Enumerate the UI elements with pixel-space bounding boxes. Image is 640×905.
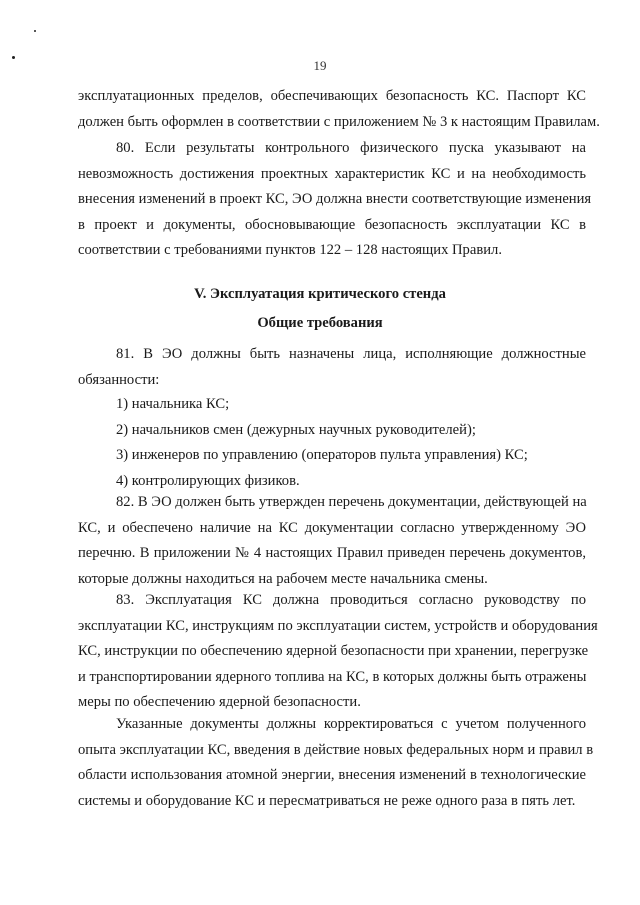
text-line: 81. В ЭО должны быть назначены лица, исполняющие должностные xyxy=(116,346,586,362)
text-line: Указанные документы должны корректироваться с учетом полученного xyxy=(116,716,586,732)
text-line: КС, и обеспечено наличие на КС документации согласно утвержденному ЭО xyxy=(78,519,586,536)
text-line: 82. В ЭО должен быть утвержден перечень документации, действующей на xyxy=(116,494,587,510)
text-line: 83. Эксплуатация КС должна проводиться согласно руководству по xyxy=(116,592,586,608)
paragraph-81 xyxy=(78,342,586,393)
text-line: которые должны находиться на рабочем месте начальника смены. xyxy=(78,570,488,587)
text-line: опыта эксплуатации КС, введения в действие новых федеральных норм и правил в xyxy=(78,741,594,758)
paragraph-82 xyxy=(78,490,586,592)
list-item: 1) начальника КС; xyxy=(116,396,230,412)
paragraph-continuation xyxy=(78,84,600,135)
text-line: должен быть оформлен в соответствии с приложением № 3 к настоящим Правилам. xyxy=(78,113,600,130)
text-line: обязанности: xyxy=(78,371,160,388)
list-item: 3) инженеров по управлению (операторов пульта управления) КС; xyxy=(116,447,528,464)
text-line: эксплуатации КС, инструкциям по эксплуатации систем, устройств и оборудования xyxy=(78,617,598,634)
duties-list xyxy=(78,392,586,494)
text-line: невозможность достижения проектных характеристик КС и на необходимость xyxy=(78,165,586,182)
scan-speck xyxy=(34,30,36,32)
paragraph-80 xyxy=(78,136,592,264)
list-item: 2) начальников смен (дежурных научных руководителей); xyxy=(116,421,476,438)
text-line: в проект и документы, обосновывающие безопасность эксплуатации КС в xyxy=(78,216,586,233)
list-item: 4) контролирующих физиков. xyxy=(116,472,300,489)
section-heading: V. Эксплуатация критического стенда xyxy=(194,286,446,302)
text-line: соответствии с требованиями пунктов 122 – 128 настоящих Правил. xyxy=(78,242,502,259)
paragraph-documents-revision xyxy=(78,712,594,814)
paragraph-83 xyxy=(78,588,598,716)
page-number: 19 xyxy=(313,58,327,73)
text-line: эксплуатационных пределов, обеспечивающих безопасность КС. Паспорт КС xyxy=(78,88,586,104)
text-line: области использования атомной энергии, внесения изменений в технологические xyxy=(78,767,586,784)
subheading: Общие требования xyxy=(257,315,383,331)
text-line: 80. Если результаты контрольного физического пуска указывают на xyxy=(116,140,586,156)
text-line: меры по обеспечению ядерной безопасности. xyxy=(78,694,361,711)
text-line: и транспортировании ядерного топлива на КС, в которых должны быть отражены xyxy=(78,668,587,685)
text-line: внесения изменений в проект КС, ЭО должна внести соответствующие изменения xyxy=(78,191,592,208)
text-line: перечню. В приложении № 4 настоящих Правил приведен перечень документов, xyxy=(78,545,586,562)
text-line: системы и оборудование КС и пересматриваться не реже одного раза в пять лет. xyxy=(78,792,576,809)
text-line: КС, инструкции по обеспечению ядерной безопасности при хранении, перегрузке xyxy=(78,643,589,660)
